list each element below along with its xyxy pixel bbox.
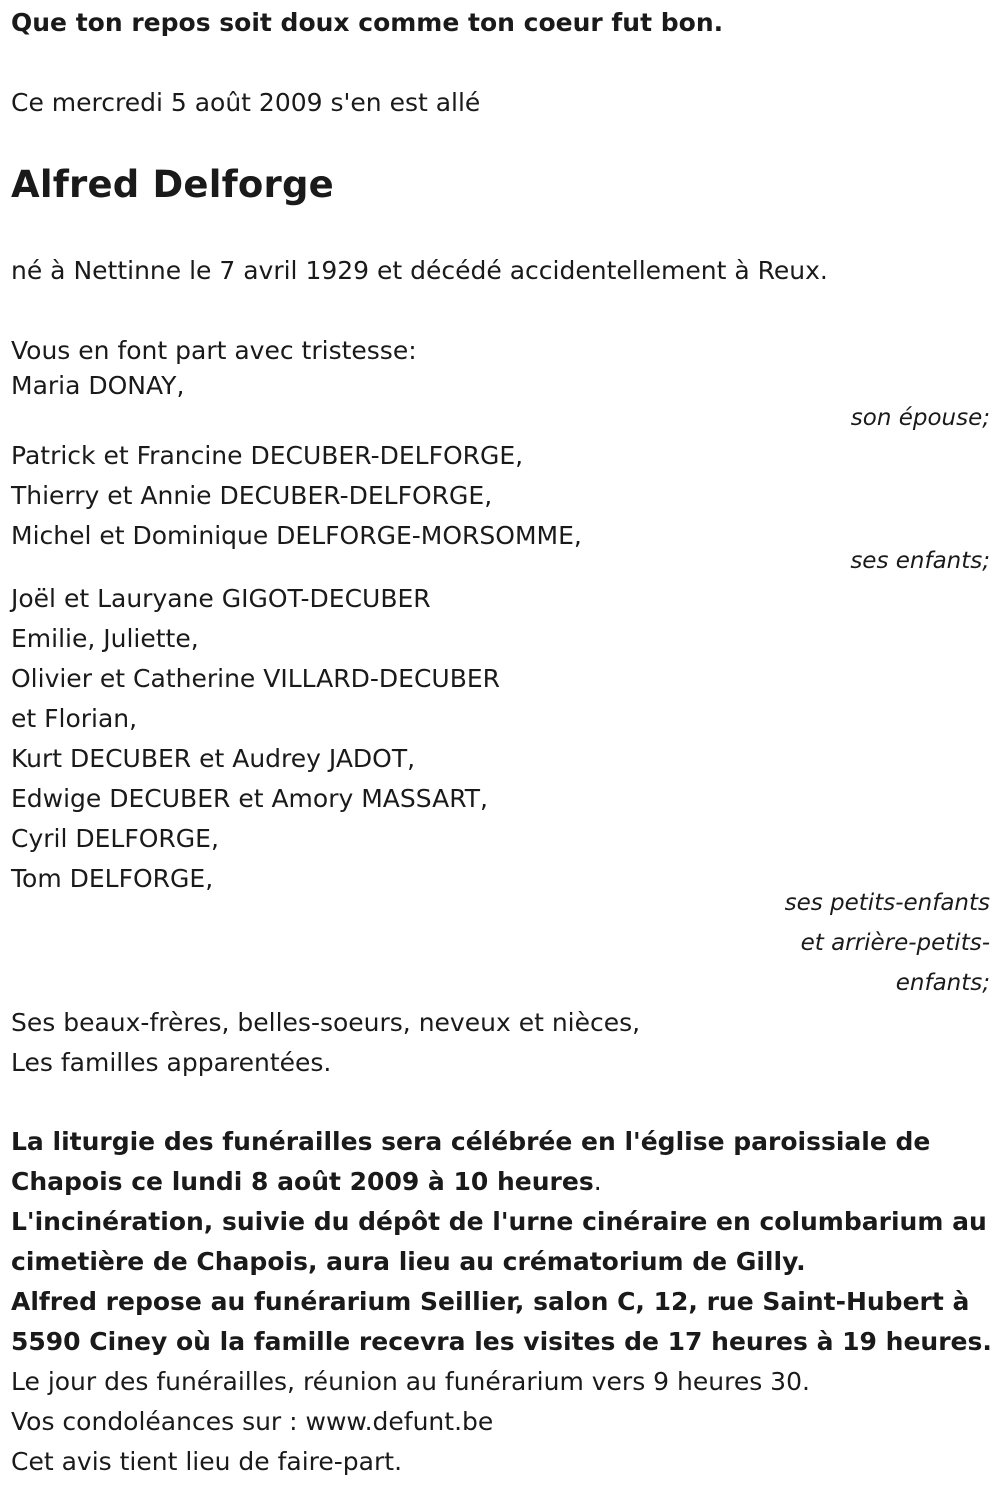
child-name: Michel et Dominique DELFORGE-MORSOMME, bbox=[11, 521, 582, 550]
funeral-line: La liturgie des funérailles sera célébrée en l'église paroissiale de bbox=[11, 1127, 931, 1156]
closing-line: Le jour des funérailles, réunion au funérarium vers 9 heures 30. bbox=[11, 1367, 810, 1396]
grandchild-name: Joël et Lauryane GIGOT-DECUBER bbox=[11, 584, 431, 613]
announce-line: Vous en font part avec tristesse: bbox=[11, 336, 417, 365]
child-name: Patrick et Francine DECUBER-DELFORGE, bbox=[11, 441, 524, 470]
funeral-date: Chapois ce lundi 8 août 2009 à 10 heures bbox=[11, 1167, 594, 1196]
child-name: Thierry et Annie DECUBER-DELFORGE, bbox=[11, 481, 493, 510]
intro-line: Ce mercredi 5 août 2009 s'en est allé bbox=[11, 88, 481, 117]
closing-line: Cet avis tient lieu de faire-part. bbox=[11, 1447, 403, 1476]
funeral-details bbox=[11, 1122, 992, 1482]
grandchild-name: et Florian, bbox=[11, 704, 138, 733]
grandchild-name: Edwige DECUBER et Amory MASSART, bbox=[11, 784, 488, 813]
role-line: et arrière-petits- bbox=[800, 930, 990, 956]
funeral-line: Alfred repose au funérarium Seillier, salon C, 12, rue Saint-Hubert à bbox=[11, 1287, 970, 1316]
extended-family-block bbox=[11, 1003, 640, 1083]
funeral-line: L'incinération, suivie du dépôt de l'urne cinéraire en columbarium au bbox=[11, 1207, 987, 1236]
funeral-line-with-period bbox=[11, 1162, 992, 1202]
deceased-name: Alfred Delforge bbox=[11, 163, 334, 206]
grandchild-name: Tom DELFORGE, bbox=[11, 864, 214, 893]
funeral-line: cimetière de Chapois, aura lieu au crématorium de Gilly. bbox=[11, 1247, 806, 1276]
grandchild-name: Olivier et Catherine VILLARD-DECUBER bbox=[11, 664, 501, 693]
spouse-block bbox=[11, 366, 184, 406]
role-line: son épouse; bbox=[850, 405, 990, 431]
spouse-name: Maria DONAY, bbox=[11, 371, 185, 400]
role-line: enfants; bbox=[895, 970, 990, 996]
epigraph: Que ton repos soit doux comme ton coeur fut bon. bbox=[11, 8, 724, 37]
funeral-line: 5590 Ciney où la famille recevra les visites de 17 heures à 19 heures. bbox=[11, 1327, 992, 1356]
grandchild-name: Kurt DECUBER et Audrey JADOT, bbox=[11, 744, 416, 773]
grandchild-name: Emilie, Juliette, bbox=[11, 624, 199, 653]
spouse-role bbox=[851, 398, 990, 438]
condolences-line: Vos condoléances sur : www.defunt.be bbox=[11, 1407, 494, 1436]
funeral-period: . bbox=[593, 1167, 602, 1196]
extended-family-line: Les familles apparentées. bbox=[11, 1048, 332, 1077]
birth-death-line: né à Nettinne le 7 avril 1929 et décédé accidentellement à Reux. bbox=[11, 256, 828, 285]
role-line: ses petits-enfants bbox=[784, 890, 990, 916]
grandchildren-block bbox=[11, 579, 500, 899]
children-role bbox=[850, 541, 990, 581]
extended-family-line: Ses beaux-frères, belles-soeurs, neveux et nièces, bbox=[11, 1008, 641, 1037]
grandchildren-role bbox=[785, 883, 990, 1003]
role-line: ses enfants; bbox=[850, 548, 990, 574]
children-block bbox=[11, 436, 582, 556]
grandchild-name: Cyril DELFORGE, bbox=[11, 824, 219, 853]
